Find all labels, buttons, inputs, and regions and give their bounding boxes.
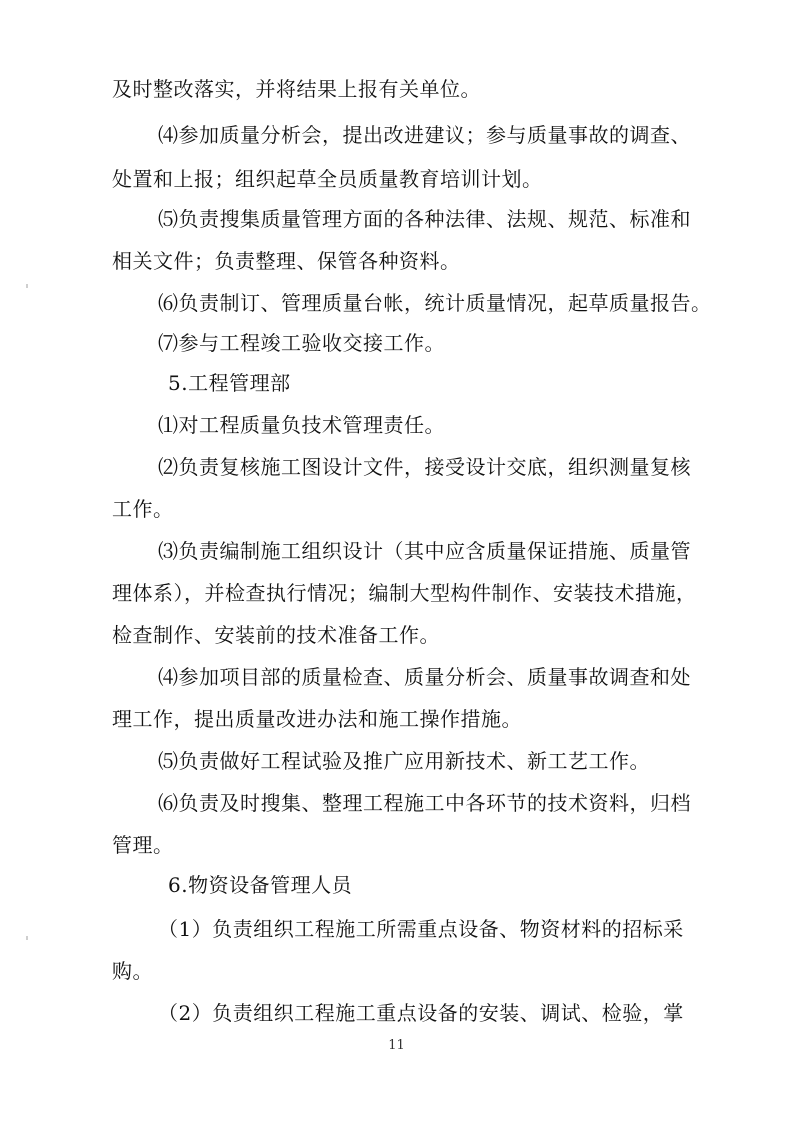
- text-line-17: ⑸负责做好工程试验及推广应用新技术、新工艺工作。: [158, 749, 650, 773]
- text-line-10: ⑵负责复核施工图设计文件，接受设计交底，组织测量复核: [158, 455, 691, 479]
- text-line-4: ⑸负责搜集质量管理方面的各种法律、法规、规范、标准和: [158, 207, 691, 231]
- section-heading-materials: 6.物资设备管理人员: [168, 873, 353, 897]
- text-line-11: 工作。: [112, 497, 174, 521]
- text-line-21: （1）负责组织工程施工所需重点设备、物资材料的招标采: [158, 917, 684, 941]
- text-line-19: 管理。: [112, 833, 174, 857]
- text-line-14: 检查制作、安装前的技术准备工作。: [112, 623, 440, 647]
- page-number: 11: [388, 1038, 405, 1053]
- text-line-6: ⑹负责制订、管理质量台帐，统计质量情况，起草质量报告。: [158, 291, 712, 315]
- text-line-5: 相关文件；负责整理、保管各种资料。: [112, 249, 461, 273]
- text-line-13: 理体系），并检查执行情况；编制大型构件制作、安装技术措施，: [112, 581, 697, 605]
- text-line-18: ⑹负责及时搜集、整理工程施工中各环节的技术资料，归档: [158, 791, 691, 815]
- text-line-1: 及时整改落实，并将结果上报有关单位。: [112, 77, 481, 101]
- text-line-16: 理工作，提出质量改进办法和施工操作措施。: [112, 707, 522, 731]
- text-line-3: 处置和上报；组织起草全员质量教育培训计划。: [112, 167, 543, 191]
- text-line-2: ⑷参加质量分析会，提出改进建议；参与质量事故的调查、: [158, 123, 691, 147]
- section-heading-engineering: 5.工程管理部: [168, 371, 291, 395]
- scan-mark: [26, 284, 28, 288]
- text-line-7: ⑺参与工程竣工验收交接工作。: [158, 331, 445, 355]
- text-line-15: ⑷参加项目部的质量检查、质量分析会、质量事故调查和处: [158, 665, 691, 689]
- text-line-23: （2）负责组织工程施工重点设备的安装、调试、检验，掌: [158, 1001, 684, 1025]
- text-line-22: 购。: [112, 959, 153, 983]
- text-line-9: ⑴对工程质量负技术管理责任。: [158, 413, 445, 437]
- scan-mark: [26, 936, 28, 940]
- text-line-12: ⑶负责编制施工组织设计（其中应含质量保证措施、质量管: [158, 539, 691, 563]
